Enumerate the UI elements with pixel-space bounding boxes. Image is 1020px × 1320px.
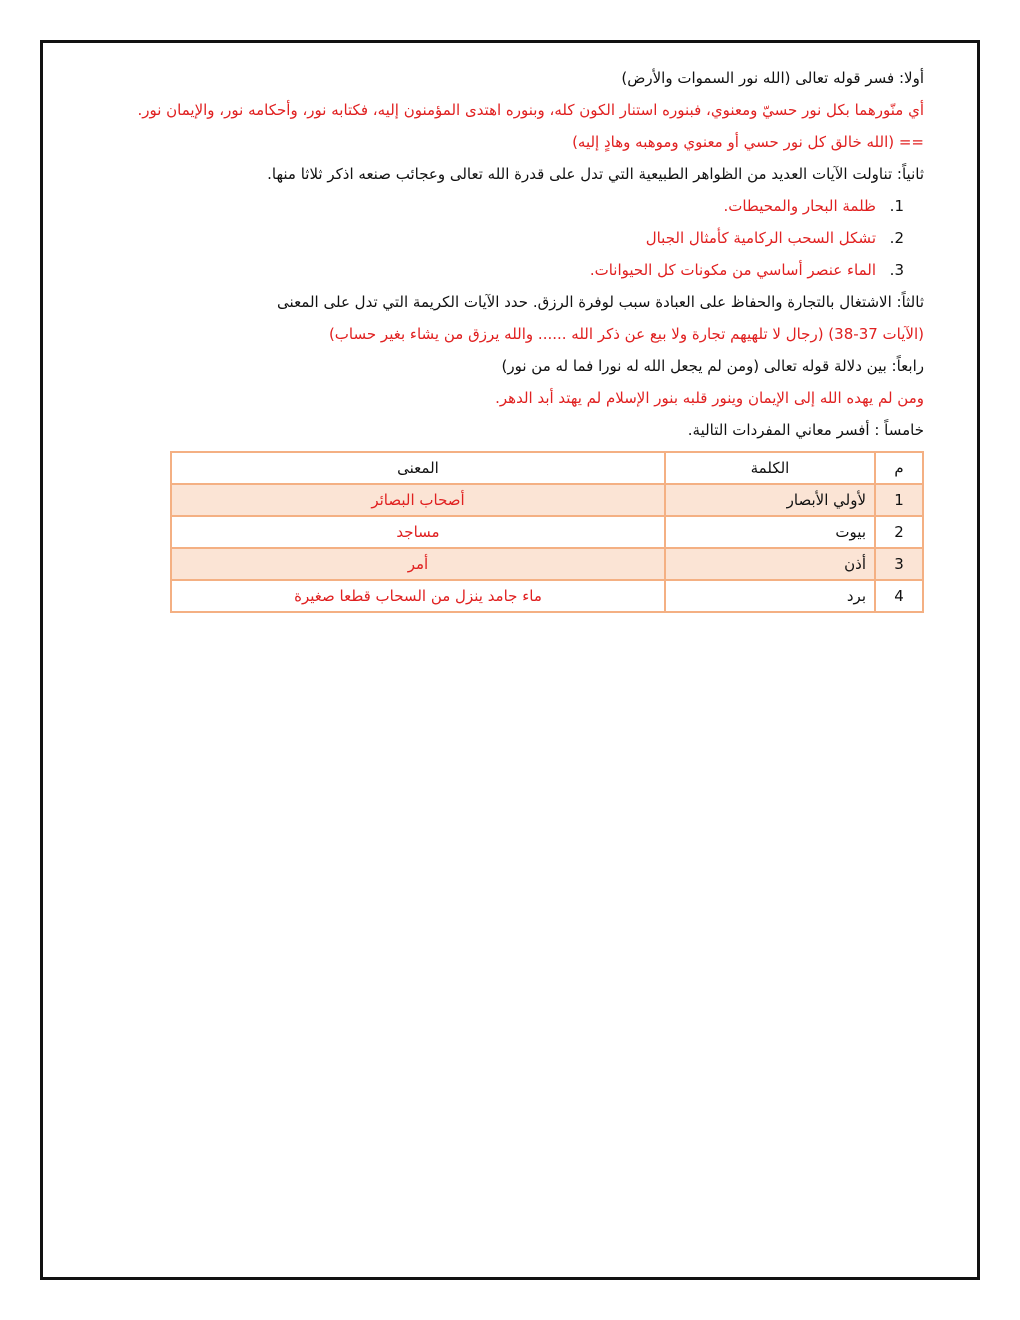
- q5-prompt: خامساً : أفسر معاني المفردات التالية.: [687, 421, 924, 439]
- table-row: [171, 548, 923, 580]
- q1-prompt: أولا: فسر قوله تعالى (الله نور السموات والأرض): [621, 69, 924, 87]
- row-meaning: ماء جامد ينزل من السحاب قطعا صغيرة: [171, 580, 665, 612]
- row-num: 1: [875, 484, 923, 516]
- q2-prompt: ثانياً: تناولت الآيات العديد من الظواهر الطبيعية التي تدل على قدرة الله تعالى وعجائب صنعه اذكر ثلاثا منها.: [267, 165, 924, 183]
- q1-answer: أي منّورهما بكل نور حسيّ ومعنوي، فبنوره استنار الكون كله، وبنوره اهتدى المؤمنون إليه، فكتابه نور، وأحكامه نور، والإيمان نور.: [137, 101, 924, 119]
- q4-prompt: رابعاً: بين دلالة قوله تعالى (ومن لم يجعل الله له نورا فما له من نور): [501, 357, 924, 375]
- row-word: أذن: [665, 548, 875, 580]
- row-word: برد: [665, 580, 875, 612]
- row-meaning: أصحاب البصائر: [171, 484, 665, 516]
- header-num: م: [875, 452, 923, 484]
- row-meaning: مساجد: [171, 516, 665, 548]
- row-meaning: أمر: [171, 548, 665, 580]
- q2-answer-list: [95, 190, 924, 286]
- row-word: بيوت: [665, 516, 875, 548]
- q1-summary: == (الله خالق كل نور حسي أو معنوي وموهبه وهادٍ إليه): [572, 133, 924, 151]
- q3-answer: (الآيات 37-38) (رجال لا تلهيهم تجارة ولا بيع عن ذكر الله ...... والله يرزق من يشاء بغير حساب): [328, 325, 924, 343]
- worksheet-content: [95, 62, 924, 446]
- table-row: [171, 580, 923, 612]
- q3-prompt: ثالثاً: الاشتغال بالتجارة والحفاظ على العبادة سبب لوفرة الرزق. حدد الآيات الكريمة التي تدل على المعنى: [277, 293, 924, 311]
- list-item: 3.الماء عنصر أساسي من مكونات كل الحيوانات.: [589, 261, 904, 279]
- list-item: 2.تشكل السحب الركامية كأمثال الجبال: [645, 229, 904, 247]
- row-num: 4: [875, 580, 923, 612]
- table-header-row: [171, 452, 923, 484]
- header-meaning: المعنى: [171, 452, 665, 484]
- row-num: 2: [875, 516, 923, 548]
- vocabulary-table: [170, 451, 924, 613]
- list-item: 1.ظلمة البحار والمحيطات.: [723, 197, 904, 215]
- table-row: [171, 516, 923, 548]
- q4-answer: ومن لم يهده الله إلى الإيمان وينور قلبه بنور الإسلام لم يهتد أبد الدهر.: [495, 389, 924, 407]
- table-row: [171, 484, 923, 516]
- row-word: لأولي الأبصار: [665, 484, 875, 516]
- row-num: 3: [875, 548, 923, 580]
- header-word: الكلمة: [665, 452, 875, 484]
